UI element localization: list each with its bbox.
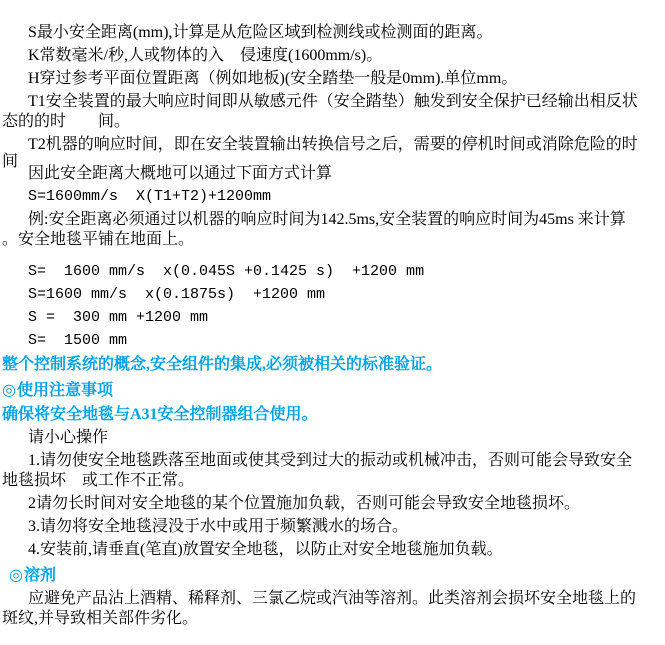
paragraph <box>2 405 663 425</box>
heading-line <box>2 381 663 401</box>
document-body <box>2 23 663 629</box>
text-line: 例:安全距离必须通过以机器的响应时间为142.5ms,安全装置的响应时间为45ms 来计算 <box>28 211 626 228</box>
text-line: S=1600mm/s X(T1+T2)+1200mm <box>28 188 272 205</box>
paragraph <box>2 164 663 184</box>
paragraph <box>2 451 663 491</box>
text-line: 应避免产品沾上酒精、稀释剂、三氯乙烷或汽油等溶剂。此类溶剂会损坏安全地毯上的 <box>28 590 637 607</box>
text-line: 因此安全距离大概地可以通过下面方式计算 <box>28 165 333 182</box>
paragraph <box>2 23 663 43</box>
paragraph <box>2 589 663 629</box>
formula-line <box>2 308 663 328</box>
text-line: 确保将安全地毯与A31安全控制器组合使用。 <box>2 406 318 423</box>
text-line: S最小安全距离(mm),计算是从危险区域到检测线或检测面的距离。 <box>28 24 493 41</box>
paragraph <box>2 540 663 560</box>
text-line: T1安全装置的最大响应时间即从敏感元件（安全踏垫）触发到安全保护已经输出相反状 <box>28 93 638 110</box>
paragraph <box>2 46 663 66</box>
text-line: 整个控制系统的概念,安全组件的集成,必须被相关的标准验证。 <box>2 356 443 373</box>
text-line: S= 1600 mm/s x(0.045S +0.1425 s) +1200 mm <box>28 263 425 280</box>
text-line: 间 <box>2 153 19 170</box>
heading-label: 溶剂 <box>23 567 56 584</box>
formula-line <box>2 187 663 207</box>
text-line: 请小心操作 <box>28 429 109 446</box>
section-heading <box>2 381 663 401</box>
paragraph <box>2 355 663 375</box>
text-line: 4.安装前,请垂直(笔直)放置安全地毯，以防止对安全地毯施加负载。 <box>28 541 503 558</box>
text-line: T2机器的响应时间，即在安全装置输出转换信号之后，需要的停机时间或消除危险的时 <box>28 136 638 153</box>
formula-line <box>2 331 663 351</box>
text-line: 2请勿长时间对安全地毯的某个位置施加负载，否则可能会导致安全地毯损坏。 <box>28 495 581 512</box>
text-line: 地毯损坏 或工作不正常。 <box>2 472 195 489</box>
text-line: 。安全地毯平铺在地面上。 <box>2 231 195 248</box>
text-line: 态的的时 间。 <box>2 113 131 130</box>
paragraph <box>2 135 663 155</box>
paragraph <box>2 428 663 448</box>
paragraph <box>2 69 663 89</box>
text-line: K常数毫米/秒,人或物体的入 侵速度(1600mm/s)。 <box>28 47 383 64</box>
bullseye-bullet-icon: ◎ <box>9 567 23 584</box>
paragraph <box>2 517 663 537</box>
text-line: 3.请勿将安全地毯浸没于水中或用于频繁溅水的场合。 <box>28 518 409 535</box>
text-line: S = 300 mm +1200 mm <box>28 309 209 326</box>
text-line: S=1600 mm/s x(0.1875s) +1200 mm <box>28 286 326 303</box>
formula-line <box>2 285 663 305</box>
text-line: 斑纹,并导致相关部件劣化。 <box>2 610 199 627</box>
heading-line <box>2 566 663 586</box>
paragraph <box>2 92 663 132</box>
heading-label: 使用注意事项 <box>16 382 113 399</box>
paragraph <box>2 494 663 514</box>
section-heading <box>2 566 663 586</box>
bullseye-bullet-icon: ◎ <box>2 382 16 399</box>
text-line: H穿过参考平面位置距离（例如地板)(安全踏垫一般是0mm).单位mm。 <box>28 70 518 87</box>
paragraph <box>2 210 663 250</box>
text-line: S= 1500 mm <box>28 332 128 349</box>
text-line: 1.请勿使安全地毯跌落至地面或使其受到过大的振动或机械冲击，否则可能会导致安全 <box>28 452 633 469</box>
formula-line <box>2 262 663 282</box>
